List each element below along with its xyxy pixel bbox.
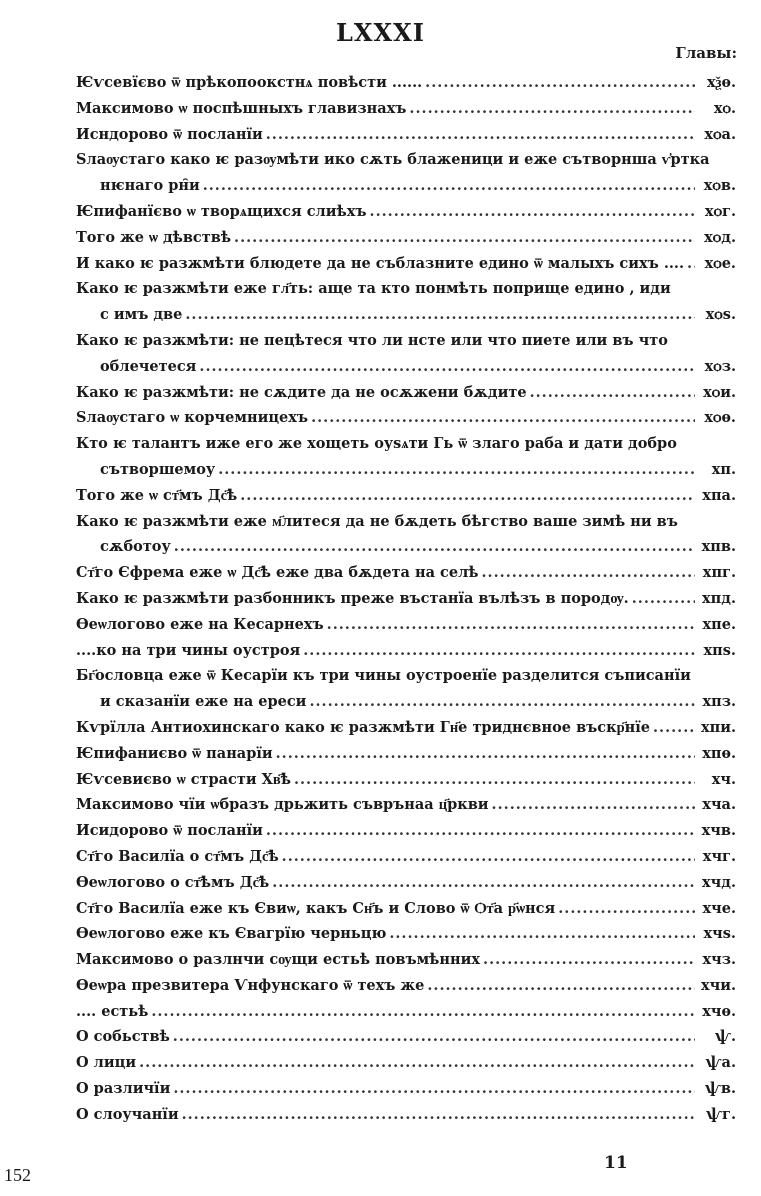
- toc-entry-number: хѯѳ.: [707, 74, 736, 91]
- toc-entry-number: хпи.: [700, 718, 736, 736]
- toc-entry: [76, 276, 736, 328]
- toc-entry-line: [76, 586, 736, 612]
- dot-leader: [309, 689, 695, 715]
- toc-entry-number: хѻг.: [704, 202, 736, 220]
- dot-leader: [492, 792, 695, 818]
- toc-entry-number: хѻв.: [703, 177, 736, 195]
- toc-entry-title: сътворшемоу: [100, 460, 216, 478]
- toc-entry-continuation: [76, 302, 736, 328]
- toc-entry: [76, 973, 736, 999]
- toc-entry-line: [76, 70, 736, 96]
- toc-entry-title: Ѳеѡлогово еже къ Євагрїю черньцю: [76, 925, 387, 943]
- toc-entry-title: облечетеся: [100, 357, 197, 375]
- toc-entry-number: хѻа.: [704, 125, 736, 143]
- toc-entry-title: Того же ѡ дѣвствѣ: [76, 228, 232, 246]
- toc-entry-number: хѻе.: [704, 254, 736, 272]
- toc-entry-line: [76, 1050, 736, 1076]
- toc-entry-title: нѥнаго рн̑и: [100, 177, 200, 195]
- toc-entry-line: [76, 1076, 736, 1102]
- dot-leader: [632, 586, 695, 612]
- toc-entry: [76, 147, 736, 199]
- toc-entry-title: Того же ѡ ст҃мъ Дс҃ѣ: [76, 486, 238, 504]
- toc-entry-title: О слоучанїи: [76, 1105, 179, 1123]
- dot-leader: [182, 1102, 695, 1128]
- toc-entry: [76, 947, 736, 973]
- dot-leader: [425, 70, 695, 96]
- dot-leader: [530, 380, 695, 406]
- dot-leader: [234, 225, 695, 251]
- dot-leader: [409, 96, 695, 122]
- toc-entry-number: хча.: [702, 796, 736, 814]
- toc-entry: [76, 199, 736, 225]
- folio-number: 152: [4, 1165, 31, 1185]
- toc-entry-title: Максимово чїи ѡбразъ дрьжить съврънаа ц҃ркви: [76, 796, 489, 814]
- toc-entry-line: [76, 973, 736, 999]
- toc-entry-title: Ст҃го Василїа о ст҃мъ Дс҃ѣ: [76, 847, 279, 865]
- toc-entry-title: Како ѥ разжмѣти разбонникъ преже въстанїа вълѣзъ в породѹ.: [76, 589, 629, 607]
- toc-entry-number: ѱ.: [714, 1028, 736, 1046]
- dot-leader: [482, 560, 696, 586]
- toc-entry-number: хпѳ.: [702, 744, 736, 762]
- toc-entry: [76, 999, 736, 1025]
- toc-entry-line: [76, 947, 736, 973]
- toc-entry-title: Ѥпифанїєво ѡ творѧщихся слиѣхъ: [76, 202, 367, 220]
- dot-leader: [266, 818, 695, 844]
- toc-entry-line: [76, 767, 736, 793]
- dot-leader: [558, 896, 695, 922]
- toc-entry: [76, 896, 736, 922]
- toc-entry-title: Исндорово ѿ посланїи: [76, 125, 263, 143]
- toc-entry-continuation: [76, 689, 736, 715]
- toc-entry-number: хпе.: [702, 615, 736, 633]
- column-label: Главы:: [675, 44, 737, 62]
- toc-entry-title: Максимово о разлнчи сѹщи естьѣ повъмѣнних: [76, 951, 481, 969]
- toc-entry-title: Како ѥ разжмѣти еже м҃литеся да не бѫдеть бѣгство ваше зимѣ ни въ: [76, 512, 678, 530]
- signature-mark: 11: [604, 1153, 628, 1173]
- toc-entry-line: [76, 276, 736, 302]
- toc-entry-title: Ст҃го Єфрема еже ѡ Дс҃ѣ еже два бѫдета на селѣ: [76, 564, 479, 582]
- dot-leader: [203, 173, 695, 199]
- toc-entry: [76, 767, 736, 793]
- toc-entry-title: ....ко на три чины оустроя: [76, 641, 301, 659]
- toc-entry-line: [76, 870, 736, 896]
- dot-leader: [311, 405, 695, 431]
- toc-entry-title: И како ѥ разжмѣти блюдете да не съблазните едино ѿ малыхъ сихъ ....: [76, 254, 685, 272]
- dot-leader: [173, 1024, 695, 1050]
- toc-entry-line: [76, 380, 736, 406]
- toc-entry-line: [76, 1102, 736, 1128]
- toc-entry-title: Ѳеѡлогово о ст҃ѣмъ Дс҃ѣ: [76, 873, 270, 891]
- toc-entry-number: хпд.: [702, 589, 736, 607]
- toc-entry-number: хѻи.: [703, 383, 736, 401]
- toc-entry-number: хѻѳ.: [704, 409, 736, 427]
- chapter-heading: LXXXI: [336, 18, 425, 47]
- toc-entry: [76, 586, 736, 612]
- dot-leader: [272, 870, 695, 896]
- toc-entry-line: [76, 1024, 736, 1050]
- toc-entry: [76, 1024, 736, 1050]
- toc-entry: [76, 405, 736, 431]
- dot-leader: [218, 457, 695, 483]
- toc-entry: [76, 122, 736, 148]
- toc-entry-number: хѻ.: [713, 99, 736, 117]
- toc-entry-line: [76, 638, 736, 664]
- table-of-contents: [76, 70, 736, 1128]
- toc-entry: [76, 844, 736, 870]
- toc-entry-continuation: [76, 457, 736, 483]
- toc-entry-title: Ѕлаѹстаго како ѥ разѹмѣти ико сѫть блаженици и еже сътворнша ѵ҆ртка: [76, 151, 710, 169]
- toc-entry-line: [76, 844, 736, 870]
- dot-leader: [653, 715, 695, 741]
- dot-leader: [185, 302, 695, 328]
- toc-entry-number: хѻз.: [704, 357, 736, 375]
- toc-entry: [76, 96, 736, 122]
- dot-leader: [389, 921, 695, 947]
- toc-entry-number: хѻд.: [704, 228, 736, 246]
- toc-entry-title: Бг҃ословца еже ѿ Кесарїи къ три чины оустроенїе разделится съписанїи: [76, 667, 691, 685]
- toc-entry: [76, 638, 736, 664]
- toc-entry: [76, 612, 736, 638]
- toc-entry-line: [76, 896, 736, 922]
- toc-entry: [76, 70, 736, 96]
- dot-leader: [427, 973, 695, 999]
- toc-entry-title: Кѵрїлла Антиохинскаго како ѥ разжмѣти Гн҃е триднєвное въскр҃нїе: [76, 718, 650, 736]
- toc-entry-line: [76, 147, 736, 173]
- dot-leader: [151, 999, 695, 1025]
- toc-entry-line: [76, 251, 736, 277]
- toc-entry-line: [76, 560, 736, 586]
- dot-leader: [483, 947, 695, 973]
- toc-entry: [76, 818, 736, 844]
- toc-entry: [76, 792, 736, 818]
- toc-entry-number: хпз.: [702, 693, 736, 711]
- toc-entry-number: хѻѕ.: [705, 306, 736, 324]
- dot-leader: [370, 199, 695, 225]
- dot-leader: [266, 122, 695, 148]
- toc-entry-title: Ст҃го Василїа еже къ Євиѡ, какъ Сн҃ъ и Слово ѿ Ѻт҃а р҃ѡнся: [76, 899, 556, 917]
- toc-entry: [76, 225, 736, 251]
- toc-entry: [76, 328, 736, 380]
- toc-entry-continuation: [76, 354, 736, 380]
- toc-entry: [76, 715, 736, 741]
- dot-leader: [327, 612, 695, 638]
- toc-entry-line: [76, 122, 736, 148]
- toc-entry-title: Како ѥ разжмѣти: не сѫдите да не осѫжени бѫдите: [76, 383, 527, 401]
- toc-entry-line: [76, 792, 736, 818]
- toc-entry-number: ѱа.: [705, 1054, 736, 1072]
- toc-entry-title: Ѕлаѹстаго ѡ корчемницехъ: [76, 409, 309, 427]
- toc-entry-title: Кто ѥ талантъ иже его же хощеть оуѕѧти Гь ѿ злаго раба и дати добро: [76, 435, 677, 453]
- toc-entry: [76, 1076, 736, 1102]
- toc-entry-continuation: [76, 534, 736, 560]
- toc-entry-number: хпѕ.: [703, 641, 736, 659]
- toc-entry: [76, 483, 736, 509]
- toc-entry: [76, 431, 736, 483]
- toc-entry-line: [76, 612, 736, 638]
- toc-entry-title: О различїи: [76, 1080, 171, 1098]
- toc-entry: [76, 251, 736, 277]
- dot-leader: [282, 844, 695, 870]
- toc-entry-number: хчѕ.: [703, 925, 736, 943]
- toc-entry: [76, 380, 736, 406]
- toc-entry-title: сѫботоу: [100, 538, 171, 556]
- dot-leader: [294, 767, 695, 793]
- toc-entry-number: хпг.: [702, 564, 736, 582]
- dot-leader: [240, 483, 695, 509]
- toc-entry-number: хчз.: [702, 951, 736, 969]
- toc-entry-line: [76, 405, 736, 431]
- dot-leader: [276, 741, 695, 767]
- dot-leader: [199, 354, 695, 380]
- toc-entry-number: хчд.: [702, 873, 736, 891]
- toc-entry: [76, 509, 736, 561]
- toc-entry-number: хпа.: [702, 486, 736, 504]
- toc-entry-number: хчг.: [702, 847, 736, 865]
- toc-entry-title: с имъ две: [100, 306, 183, 324]
- toc-entry-line: [76, 818, 736, 844]
- dot-leader: [687, 251, 695, 277]
- toc-entry-title: Ѥѵсевиєво ѡ страсти Хв҃ѣ: [76, 770, 291, 788]
- toc-entry: [76, 741, 736, 767]
- toc-entry: [76, 870, 736, 896]
- toc-entry-continuation: [76, 173, 736, 199]
- toc-entry-line: [76, 96, 736, 122]
- toc-entry-line: [76, 741, 736, 767]
- toc-entry: [76, 560, 736, 586]
- toc-entry-title: Како ѥ разжмѣти еже гл҃ть: аще та кто понмѣть поприще едино , иди: [76, 280, 671, 298]
- toc-entry-title: Ѥпифаниєво ѿ панарїи: [76, 744, 273, 762]
- toc-entry: [76, 1102, 736, 1128]
- toc-entry: [76, 663, 736, 715]
- toc-entry-number: ѱг.: [706, 1105, 736, 1123]
- dot-leader: [173, 1076, 695, 1102]
- toc-entry-line: [76, 921, 736, 947]
- toc-entry-number: ѱв.: [704, 1080, 736, 1098]
- toc-entry-title: Исидорово ѿ посланїи: [76, 822, 263, 840]
- toc-entry-line: [76, 199, 736, 225]
- toc-entry-line: [76, 999, 736, 1025]
- toc-entry-line: [76, 509, 736, 535]
- toc-entry-title: Ѳеѡра презвитера Ѵнфунскаго ѿ техъ же: [76, 976, 425, 994]
- toc-entry-line: [76, 663, 736, 689]
- toc-entry-title: .... естьѣ: [76, 1002, 149, 1020]
- dot-leader: [174, 534, 695, 560]
- toc-entry-title: Како ѥ разжмѣти: не пецѣтеся что ли нсте или что пиете или въ что: [76, 331, 668, 349]
- toc-entry-title: Максимово ѡ поспѣшныхъ главизнахъ: [76, 99, 407, 117]
- toc-entry-number: хче.: [702, 899, 736, 917]
- toc-entry-number: хчи.: [700, 976, 736, 994]
- toc-entry-title: О лици: [76, 1054, 137, 1072]
- toc-entry-title: Ѳеѡлогово еже на Кесарнехъ: [76, 615, 324, 633]
- toc-entry-line: [76, 328, 736, 354]
- toc-entry-line: [76, 715, 736, 741]
- toc-entry-title: Ѥѵсевїєво ѿ прѣкопоокстнѧ повѣсти ......: [76, 74, 423, 91]
- toc-entry-number: хпв.: [701, 538, 736, 556]
- toc-entry-line: [76, 225, 736, 251]
- toc-entry-number: хчв.: [701, 822, 736, 840]
- toc-entry-number: хп.: [711, 460, 736, 478]
- toc-entry: [76, 921, 736, 947]
- toc-entry-title: О собьствѣ: [76, 1028, 170, 1046]
- toc-entry-number: хчѳ.: [702, 1002, 736, 1020]
- toc-entry-line: [76, 483, 736, 509]
- dot-leader: [303, 638, 695, 664]
- toc-entry: [76, 1050, 736, 1076]
- toc-entry-line: [76, 431, 736, 457]
- toc-entry-number: хч.: [711, 770, 736, 788]
- toc-entry-title: и сказанїи еже на ереси: [100, 693, 307, 711]
- dot-leader: [139, 1050, 695, 1076]
